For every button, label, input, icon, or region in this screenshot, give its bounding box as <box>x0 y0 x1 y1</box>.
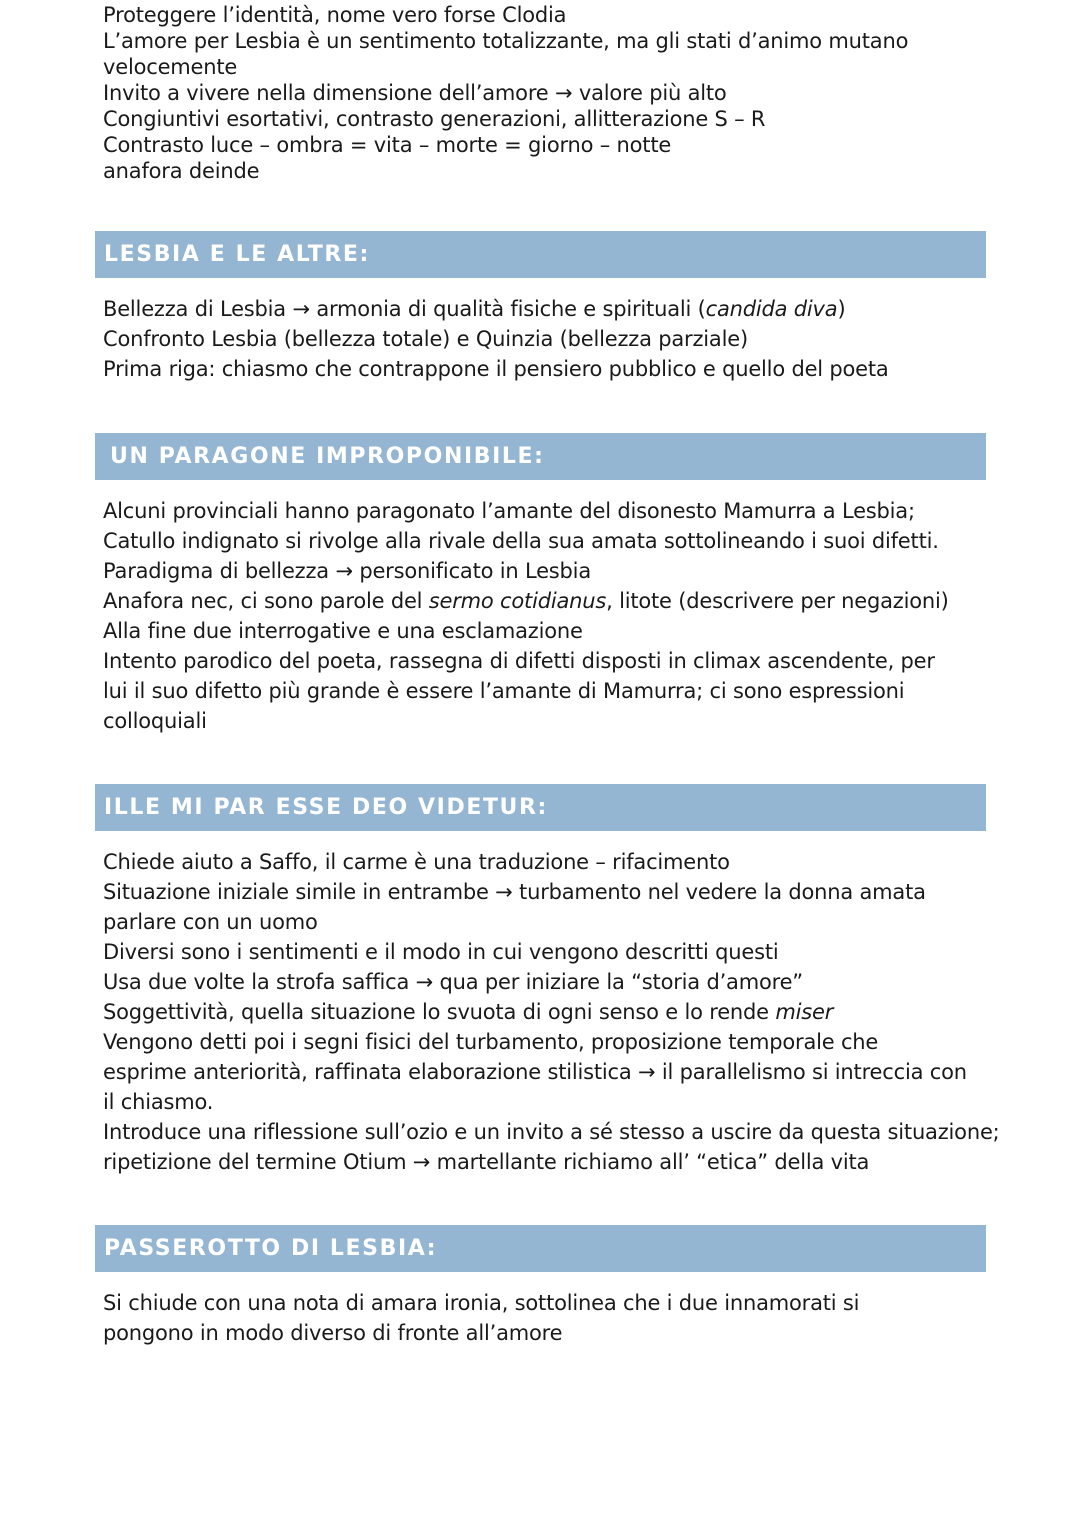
note-line: Catullo indignato si rivolge alla rivale della sua amata sottolineando i suoi difetti. <box>103 529 939 553</box>
section-body-un-paragone-improponibile <box>103 498 1003 734</box>
section-heading-text: PASSEROTTO DI LESBIA: <box>104 1236 438 1261</box>
section-heading-ille-mi-par-esse-deo-videtur <box>95 784 986 831</box>
note-line: parlare con un uomo <box>103 910 318 934</box>
note-line: Introduce una riflessione sull’ozio e un invito a sé stesso a uscire da questa situazione; <box>103 1120 1000 1144</box>
note-line: velocemente <box>103 55 238 79</box>
note-line: Paradigma di bellezza → personificato in Lesbia <box>103 559 591 583</box>
note-line: Proteggere l’identità, nome vero forse Clodia <box>103 3 567 27</box>
note-line: Congiuntivi esortativi, contrasto generazioni, allitterazione S – R <box>103 107 766 131</box>
note-line: esprime anteriorità, raffinata elaborazione stilistica → il parallelismo si intreccia con <box>103 1060 967 1084</box>
note-line: colloquiali <box>103 709 207 733</box>
note-line: Anafora nec, ci sono parole del sermo cotidianus, litote (descrivere per negazioni) <box>103 589 949 613</box>
note-line: Prima riga: chiasmo che contrappone il pensiero pubblico e quello del poeta <box>103 357 889 381</box>
note-line: Usa due volte la strofa saffica → qua per iniziare la “storia d’amore” <box>103 970 803 994</box>
note-line: Bellezza di Lesbia → armonia di qualità fisiche e spirituali (candida diva) <box>103 297 846 321</box>
section-body-passerotto-di-lesbia <box>103 1290 1003 1346</box>
section-body-ille-mi-par-esse-deo-videtur <box>103 849 1003 1175</box>
note-line: Situazione iniziale simile in entrambe → turbamento nel vedere la donna amata <box>103 880 926 904</box>
note-line: Alcuni provinciali hanno paragonato l’amante del disonesto Mamurra a Lesbia; <box>103 499 915 523</box>
section-heading-text: ILLE MI PAR ESSE DEO VIDETUR: <box>104 795 548 820</box>
section-heading-passerotto-di-lesbia <box>95 1225 986 1272</box>
note-line: ripetizione del termine Otium → martellante richiamo all’ “etica” della vita <box>103 1150 870 1174</box>
section-heading-lesbia-e-le-altre <box>95 231 986 278</box>
section-body-lesbia-e-le-altre <box>103 296 1003 382</box>
note-line: L’amore per Lesbia è un sentimento totalizzante, ma gli stati d’animo mutano <box>103 29 909 53</box>
note-line: Alla fine due interrogative e una esclamazione <box>103 619 583 643</box>
note-line: il chiasmo. <box>103 1090 214 1114</box>
section-heading-un-paragone-improponibile <box>95 433 986 480</box>
intro-notes <box>103 2 1003 184</box>
note-line: Diversi sono i sentimenti e il modo in cui vengono descritti questi <box>103 940 779 964</box>
note-line: Intento parodico del poeta, rassegna di difetti disposti in climax ascendente, per <box>103 649 935 673</box>
note-line: anafora deinde <box>103 159 260 183</box>
note-line: Invito a vivere nella dimensione dell’amore → valore più alto <box>103 81 727 105</box>
note-line: Si chiude con una nota di amara ironia, sottolinea che i due innamorati si <box>103 1291 860 1315</box>
section-heading-text: UN PARAGONE IMPROPONIBILE: <box>110 444 545 469</box>
note-line: pongono in modo diverso di fronte all’amore <box>103 1321 563 1345</box>
note-line: Chiede aiuto a Saffo, il carme è una traduzione – rifacimento <box>103 850 730 874</box>
note-line: Soggettività, quella situazione lo svuota di ogni senso e lo rende miser <box>103 1000 834 1024</box>
note-line: Contrasto luce – ombra = vita – morte = giorno – notte <box>103 133 672 157</box>
note-line: Confronto Lesbia (bellezza totale) e Quinzia (bellezza parziale) <box>103 327 748 351</box>
note-line: lui il suo difetto più grande è essere l’amante di Mamurra; ci sono espressioni <box>103 679 905 703</box>
section-heading-text: LESBIA E LE ALTRE: <box>104 242 370 267</box>
note-line: Vengono detti poi i segni fisici del turbamento, proposizione temporale che <box>103 1030 879 1054</box>
